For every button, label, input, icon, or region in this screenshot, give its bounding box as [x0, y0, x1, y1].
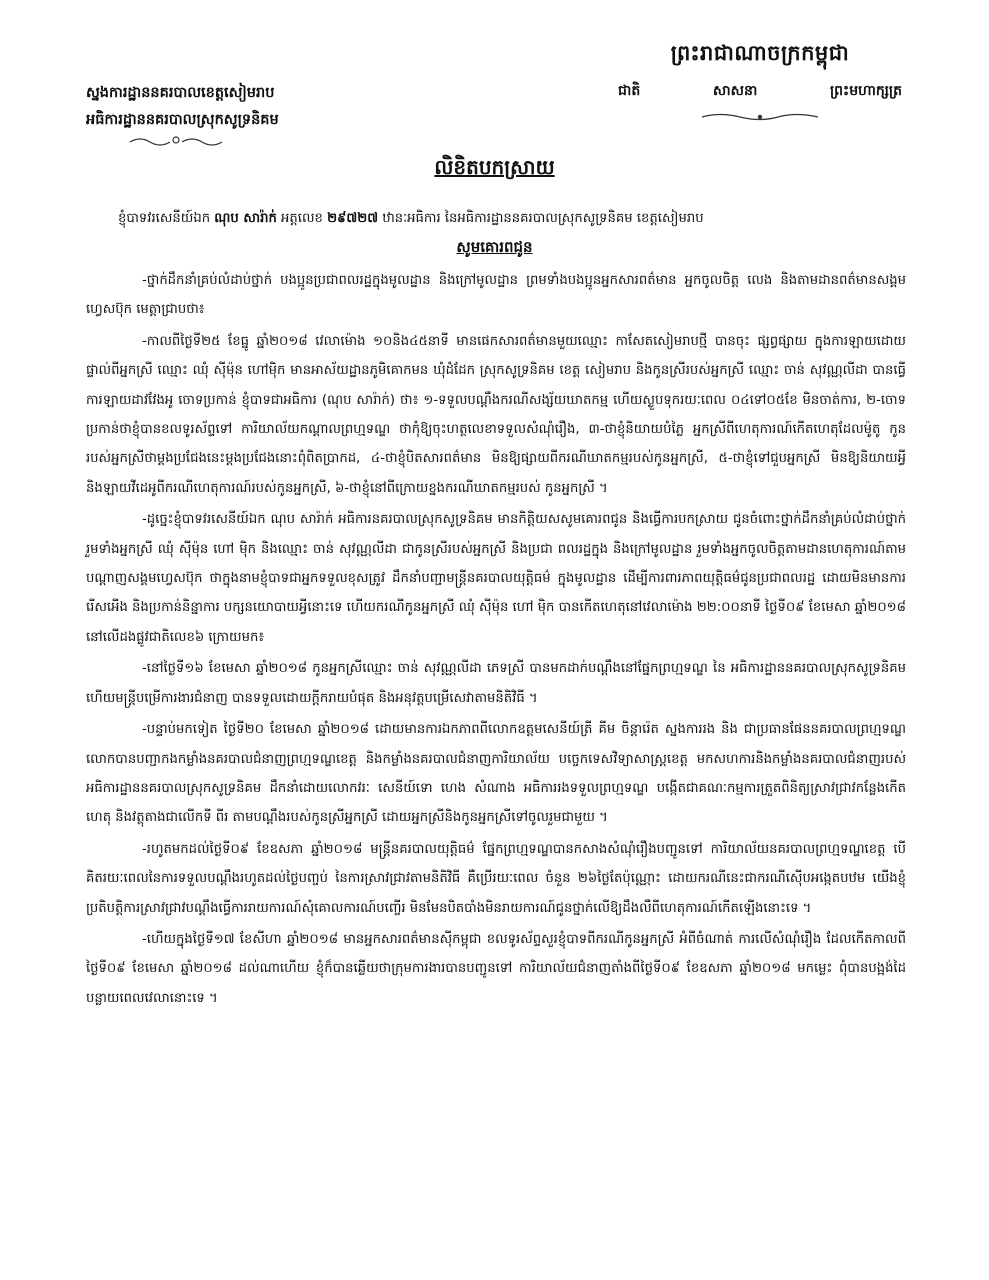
author-id: ២៩៧២៧ — [327, 211, 379, 226]
motto-religion: សាសនា — [712, 83, 758, 99]
kingdom-header — [600, 40, 920, 128]
paragraph-6: -រហូតមកដល់ថ្ងៃទី០៩ ខែឧសភា ឆ្នាំ២០១៨ មន្ត្រីនគរបាលយុត្តិធម៌ ផ្នែកព្រហ្មទណ្ឌបានកសាងសំណុំរឿងបញ្ជូនទៅ ការិយាល័យនគរបាលព្រហ្មទណ្ឌខេត្ត បើគិតរយៈពេលនៃការទទួលបណ្តឹងរហូតដល់ថ្ងៃបញ្ចប់ នៃការស្រាវជ្រាវតាមនិតិវិធី គឺប្រើរយៈពេល ចំនួន ២៦ថ្ងៃតែប៉ុណ្ណោះ ដោយករណីនេះជាករណីស៊ើបអង្កេតបឋម យើងខ្ញុំប្រតិបត្តិការស្រាវជ្រាវបណ្តឹងធ្វើការរាយការណ៍សុំគោលការណ៍បញ្ចើរ មិនមែនបិតបាំងមិនរាយការណ៍ជូនថ្នាក់លើឱ្យដឹងលឺពីហេតុការណ៍កើតឡើងនោះទេ ។ — [86, 841, 906, 916]
office-header — [86, 84, 386, 152]
paragraph-5: -បន្ទាប់មកទៀត ថ្ងៃទី២០ ខែមេសា ឆ្នាំ២០១៨ ដោយមានការឯកភាពពីលោកឧត្តមសេនីយ៍ត្រី គីម ចិន្តារ៉េត ស្នងការរង និង ជាប្រធានផែននគរបាលព្រហ្មទណ្ឌ លោកបានបញ្ជាកងកម្លាំងនគរបាលជំនាញព្រហ្មទណ្ឌខេត្ត និងកម្លាំងនគរបាលជំនាញការិយាល័យ បច្ចេកទេសវិទ្យាសាស្ត្រខេត្ត មកសហការនិងកម្លាំងនគរបាលជំនាញរបស់អធិការដ្ឋាននគរបាលស្រុកសូទ្រនិគម ដឹកនាំដោយលោកវរៈ សេនីយ៍ទោ ហេង សំណាង អធិការរងទទួលព្រហ្មទណ្ឌ បង្កើតជាគណៈកម្មការត្រួតពិនិត្យស្រាវជ្រាវកន្លែងកើតហេតុ និងវត្ថុតាងជាលើកទី ពីរ តាមបណ្តឹងរបស់កូនស្រីអ្នកស្រី ដោយអ្នកស្រីនិងកូនអ្នកស្រីទៅចូលរួមជាមួយ ។ — [86, 722, 906, 826]
document-title: លិខិតបកស្រាយ — [434, 155, 555, 179]
provincial-office: ស្នងការដ្ឋាននគរបាលខេត្តសៀមរាប — [86, 85, 275, 101]
author-name: ណុប សារ៉ាក់ — [214, 211, 277, 226]
ornament-flourish-icon — [126, 134, 226, 148]
paragraph-3: -ដូច្នេះខ្ញុំបាទវរសេនីយ៍ឯក ណុប សារ៉ាក់ អធិការនគរបាលស្រុកសូទ្រនិគម មានកិត្តិយសសូមគោរពជូន និងធ្វើការបកស្រាយ ជូនចំពោះថ្នាក់ដឹកនាំគ្រប់លំដាប់ថ្នាក់ រួមទាំងអ្នកស្រី ឈុំ ស៊ីម៉ុន ហៅ ម៉ិក និងឈ្មោះ ចាន់ សុវណ្ណលីដា ជាកូនស្រីរបស់អ្នកស្រី និងប្រជា ពលរដ្ឋក្នុង និងក្រៅមូលដ្ឋាន រួមទាំងអ្នកចូលចិត្តតាមដានហេតុការណ៍តាមបណ្តាញសង្គមហ្វេសប៊ុក ថាក្នុងនាមខ្ញុំបាទជាអ្នកទទួលខុសត្រូវ ដឹកនាំបញ្ជាមន្ត្រីនគរបាលយុត្តិធម៌ ក្នុងមូលដ្ឋាន ដើម្បីការពារភាពយុត្តិធម៌ជូនប្រជាពលរដ្ឋ ដោយមិនមានការរើសអើង និងប្រកាន់និន្នាការ បក្សនយោបាយអ្វីនោះទេ ហើយករណីកូនអ្នកស្រី ឈុំ ស៊ីម៉ុន ហៅ ម៉ិក បានកើតហេតុនៅវេលាម៉ោង ២២:០០នាទី ថ្ងៃទី០៩ ខែមេសា ឆ្នាំ២០១៨ នៅលើដងផ្លូវជាតិលេខ៦ ក្រោយមក៖ — [86, 512, 906, 645]
letter-body — [86, 266, 906, 1015]
district-office: អធិការដ្ឋាននគរបាលស្រុកសូទ្រនិគម — [86, 112, 279, 128]
intro-rest: ឋានៈអធិការ នៃអធិការដ្ឋាននគរបាលស្រុកសូទ្រនិគម ខេត្តសៀមរាប — [378, 211, 704, 226]
paragraph-2: -កាលពីថ្ងៃទី២៥ ខែធ្នូ ឆ្នាំ២០១៨ វេលាម៉ោង ១០និង៤៥នាទី មានផេកសារពត៌មានមួយឈ្មោះ កាសែតសៀមរាបថ្មី បានចុះ ផ្សព្វផ្សាយ ក្នុងការឡាយដោយផ្ទាល់ពីអ្នកស្រី ឈ្មោះ ឈុំ ស៊ីម៉ុន ហៅម៉ិក មានអាស័យដ្ឋានភូមិគោកមន ឃុំដំដែក ស្រុកសូទ្រនិគម ខេត្ត សៀមរាប និងកូនស្រីរបស់អ្នកស្រី ឈ្មោះ ចាន់ សុវណ្ណលីដា បានធ្វើការឡាយដាវវែងអូ ចោទប្រកាន់ ខ្ញុំបាទជាអធិការ (ណុប សារ៉ាក់) ថា៖ ១-ទទួលបណ្តឹងករណីសង្ស័យឃាតកម្ម ហើយស្ងួបទុករយៈពេល ០៤ទៅ០៥ខែ មិនចាត់ការ, ២-ចោទប្រកាន់ថាខ្ញុំបានខលទូរស័ព្ទទៅ ការិយាល័យកណ្តាលព្រហ្មទណ្ឌ ថាកុំឱ្យចុះហត្ថលេខាទទួលសំណុំរឿង, ៣-ថាខ្ញុំនិយាយបំភ្លៃ អ្នកស្រីពីហេតុការណ៍កើតហេតុដែលម៉ូតូ កូនរបស់អ្នកស្រីថាម្តងប្រជែងនេះម្តងប្រជែងនោះពុំពិតប្រាកដ, ៤-ថាខ្ញុំបិតសារពត៌មាន មិនឱ្យផ្សាយពីករណីឃាតកម្មរបស់កូនអ្នកស្រី, ៥-ថាខ្ញុំទៅជួបអ្នកស្រី មិនឱ្យនិយាយអ្វី និងឡាយវីដេអូពីករណីហេតុការណ៍របស់កូនអ្នកស្រី, ៦-ថាខ្ញុំនៅពីក្រោយខ្នងករណីឃាតកម្មរបស់ កូនអ្នកស្រី ។ — [86, 333, 906, 496]
respect-heading: សូមគោរពជូន — [456, 238, 533, 256]
paragraph-4: -នៅថ្ងៃទី១៦ ខែមេសា ឆ្នាំ២០១៨ កូនអ្នកស្រីឈ្មោះ ចាន់ សុវណ្ណលីដា ភេទស្រី បានមកដាក់បណ្តឹងនៅផ្នែកព្រហ្មទណ្ឌ នៃ អធិការដ្ឋាននគរបាលស្រុកសូទ្រនិគម ហើយមន្ត្រីបម្រើការងារជំនាញ បានទទួលដោយក្តីករាយបំផុត និងអនុវត្តបម្រើសេវាតាមនិតិវិធី ។ — [86, 661, 906, 706]
kingdom-title: ព្រះរាជាណាចក្រកម្ពុជា — [670, 41, 850, 65]
ornament-divider-icon — [700, 110, 820, 124]
motto-king: ព្រះមហាក្សត្រ — [830, 83, 902, 99]
motto-nation: ជាតិ — [618, 83, 641, 99]
paragraph-7: -ហើយក្នុងថ្ងៃទី១៧ ខែសីហា ឆ្នាំ២០១៨ មានអ្នកសារពត៌មានស៊ីកម្ពុជា ខលទូរស័ព្ទសួរខ្ញុំបាទពីករណីកូនអ្នកស្រី អំពីចំណាត់ ការលើសំណុំរឿង ដែលកើតកាលពីថ្ងៃទី០៩ ខែមេសា ឆ្នាំ២០១៨ ដល់ណាហើយ ខ្ញុំក៏បានឆ្លើយថាក្រុមការងារបានបញ្ជូនទៅ ការិយាល័យជំនាញតាំងពីថ្ងៃទី០៩ ខែឧសភា ឆ្នាំ២០១៨ មកម្លេះ ពុំបានបង្អង់ដៃ បន្លាយពេលវេលានោះទេ ។ — [86, 931, 906, 1006]
intro-line — [118, 210, 918, 229]
intro-post: អត្តលេខ — [276, 211, 328, 226]
national-motto — [600, 81, 920, 102]
paragraph-1: -ថ្នាក់ដឹកនាំគ្រប់លំដាប់ថ្នាក់ បងប្អូនប្រជាពលរដ្ឋក្នុងមូលដ្ឋាន និងក្រៅមូលដ្ឋាន ព្រមទាំងបងប្អូនអ្នកសារពត៌មាន អ្នកចូលចិត្ត លេង និងតាមដានពត៌មានសង្គមហ្វេសប៊ុក មេត្តាជ្រាបថា៖ — [86, 273, 906, 318]
intro-pre: ខ្ញុំបាទវរសេនីយ៍ឯក — [118, 211, 215, 226]
